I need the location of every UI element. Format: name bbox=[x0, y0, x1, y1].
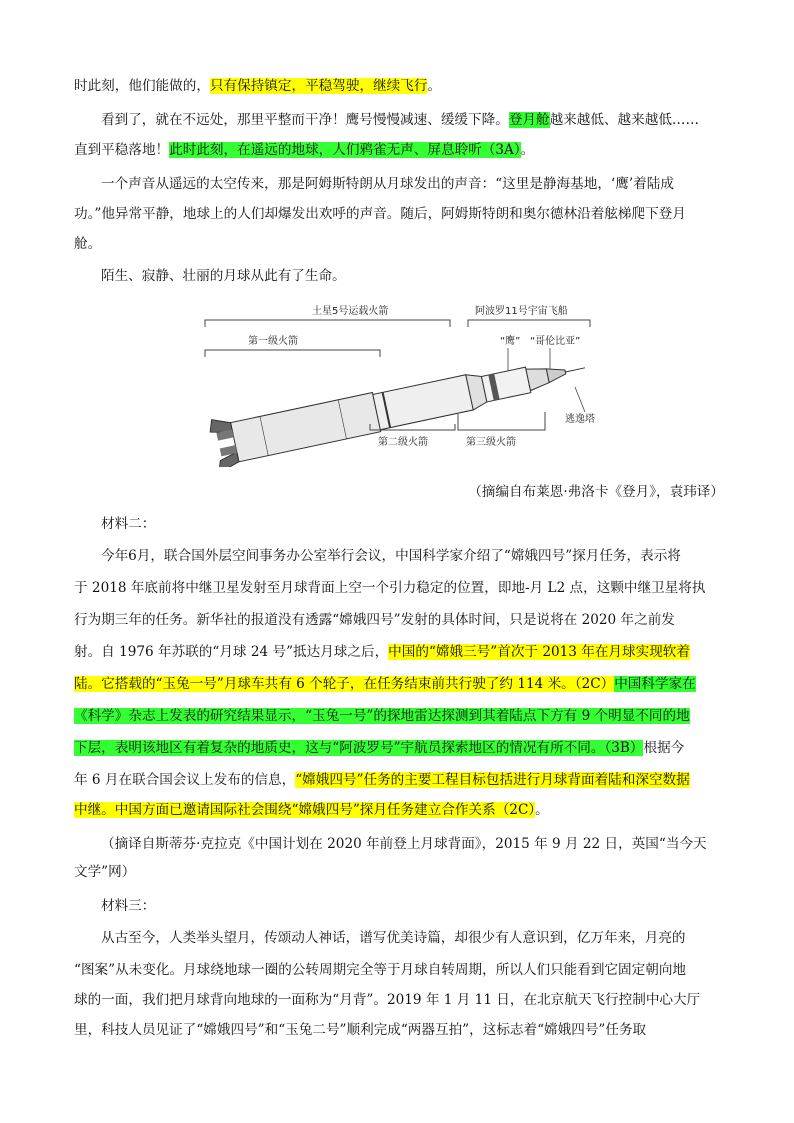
section-heading: 材料三： bbox=[101, 898, 156, 914]
text: 越来越低、越来越低…… bbox=[549, 112, 700, 128]
label-escape: 逃逸塔 bbox=[565, 414, 595, 425]
paragraph-line bbox=[74, 140, 724, 160]
paragraph-line bbox=[74, 642, 724, 662]
paragraph-line bbox=[74, 706, 724, 726]
label-saturn: 土星5号运载火箭 bbox=[312, 306, 389, 317]
text: 根据今 bbox=[643, 740, 685, 756]
text: 直到平稳落地！ bbox=[74, 142, 170, 158]
highlight-yellow: “嫦娥四号”任务的主要工程目标包括进行月球背面着陆和深空数据 bbox=[295, 772, 690, 788]
highlight-green: 《科学》杂志上发表的研究结果显示，“玉兔一号”的探地雷达探测到其着陆点下方有 9 个明显不同的地 bbox=[74, 708, 690, 724]
paragraph-line: “图案”从未变化。月球绕地球一圈的公转周期完全等于月球自转周期，所以人们只能看到它固定朝向地 bbox=[74, 962, 687, 978]
label-apollo: 阿波罗11号宇宙飞船 bbox=[475, 306, 568, 317]
paragraph-line: 里，科技人员见证了“嫦娥四号”和“玉兔二号”顺利完成“两器互拍”，这标志着“嫦娥四号”任务取 bbox=[74, 1022, 647, 1038]
paragraph-line bbox=[74, 770, 724, 790]
paragraph-line bbox=[74, 738, 724, 758]
text: 年 6 月在联合国会议上发布的信息， bbox=[74, 772, 296, 788]
figure-caption: （摘编自布莱恩·弗洛卡《登月》，袁玮译） bbox=[468, 484, 724, 500]
highlight-yellow: 中国的“嫦娥三号”首次于 2013 年在月球实现软着 bbox=[388, 644, 690, 660]
highlight-green: 登月舱 bbox=[508, 112, 550, 128]
label-stage2: 第二级火箭 bbox=[378, 437, 428, 448]
paragraph-line: 行为期三年的任务。新华社的报道没有透露“嫦娥四号”发射的具体时间，只是说将在 2020 年之前发 bbox=[74, 612, 675, 628]
paragraph-line: 从古至今，人类举头望月，传颂动人神话，谱写优美诗篇，却很少有人意识到，亿万年来，月亮的 bbox=[101, 930, 686, 946]
highlight-yellow: 中继。中国方面已邀请国际社会围绕“嫦娥四号”探月任务建立合作关系（2C） bbox=[74, 802, 536, 818]
highlight-green: 下层，表明该地区有着复杂的地质史，这与“阿波罗号”宇航员探索地区的情况有所不同。（3B） bbox=[74, 740, 644, 756]
section-heading: 材料二： bbox=[101, 516, 156, 532]
paragraph-line bbox=[74, 76, 724, 96]
highlight-yellow: 陆。它搭载的“玉兔一号”月球车共有 6 个轮子，在任务结束前共行驶了约 114 米。（2C） bbox=[74, 676, 615, 692]
paragraph-line bbox=[74, 674, 724, 694]
rocket-diagram bbox=[200, 302, 600, 467]
text: 看到了，就在不远处，那里平整而干净！鹰号慢慢减速、缓缓下降。 bbox=[101, 112, 509, 128]
text: 。 bbox=[427, 78, 442, 94]
text: 。 bbox=[535, 802, 549, 818]
rocket-body bbox=[208, 341, 591, 467]
paragraph-line: 今年6月，联合国外层空间事务办公室举行会议，中国科学家介绍了“嫦娥四号”探月任务，表示将 bbox=[101, 548, 681, 564]
paragraph-line bbox=[74, 800, 724, 820]
source-caption: 文学”网） bbox=[74, 864, 136, 880]
paragraph-line: 舱。 bbox=[74, 236, 102, 252]
text: 。 bbox=[520, 142, 535, 158]
source-caption: （摘译自斯蒂芬·克拉克《中国计划在 2020 年前登上月球背面》，2015 年 9 月 22 日，英国“当今天 bbox=[101, 836, 707, 852]
text: 射。自 1976 年苏联的“月球 24 号”抵达月球之后， bbox=[74, 644, 389, 660]
label-columbia: “哥伦比亚” bbox=[530, 336, 581, 347]
label-stage3: 第三级火箭 bbox=[466, 437, 516, 448]
label-stage1: 第一级火箭 bbox=[248, 336, 298, 347]
paragraph-line: 于 2018 年底前将中继卫星发射至月球背面上空一个引力稳定的位置，即地-月 L2 点，这颗中继卫星将执 bbox=[74, 580, 706, 596]
label-eagle: “鹰” bbox=[500, 336, 521, 347]
paragraph-line: 陌生、寂静、壮丽的月球从此有了生命。 bbox=[101, 268, 346, 284]
text: 时此刻，他们能做的， bbox=[74, 78, 210, 94]
paragraph-line bbox=[74, 110, 751, 130]
highlight-yellow: 只有保持镇定，平稳驾驶，继续飞行 bbox=[209, 78, 428, 94]
paragraph-line: 功。”他异常平静，地球上的人们却爆发出欢呼的声音。随后，阿姆斯特朗和奥尔德林沿着舷梯爬下登月 bbox=[74, 206, 686, 222]
paragraph-line: 球的一面，我们把月球背向地球的一面称为“月背”。2019 年 1 月 11 日，在北京航天飞行控制中心大厅 bbox=[74, 992, 701, 1008]
highlight-green: 此时此刻，在遥远的地球，人们鸦雀无声、屏息聆听（3A） bbox=[169, 142, 521, 158]
paragraph-line: 一个声音从遥远的太空传来，那是阿姆斯特朗从月球发出的声音：“这里是静海基地，‘鹰’着陆成 bbox=[101, 176, 674, 192]
highlight-green: 中国科学家在 bbox=[614, 676, 696, 692]
